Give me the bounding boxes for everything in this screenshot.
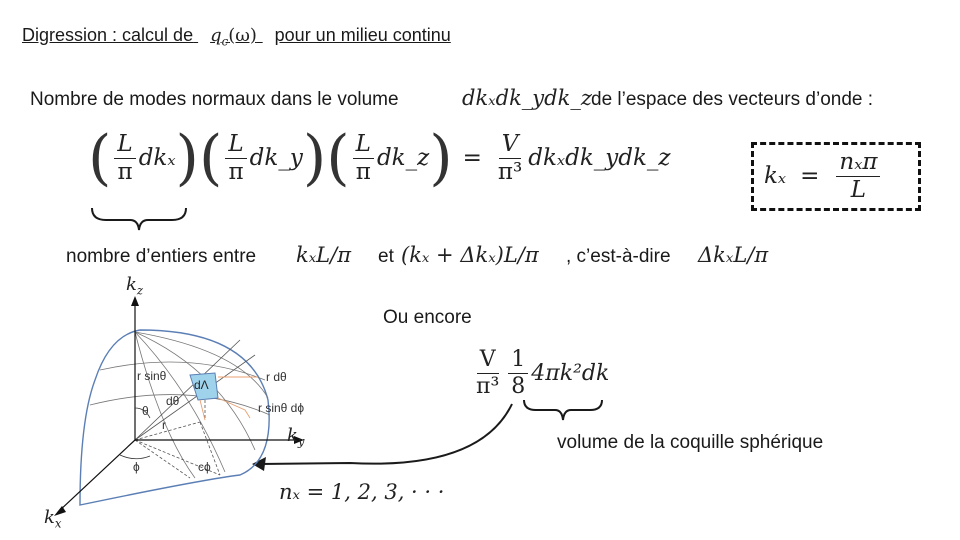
- nx-values: nₓ = 1, 2, 3, · · ·: [279, 480, 445, 504]
- shell-formula: $\frac{V}{\text{π³}}$ $\frac{1}{8}$ 4πk²dk: [476, 347, 610, 399]
- or-text: Ou encore: [383, 307, 472, 328]
- modes-volume: dkₓdk_ydk_z: [462, 86, 592, 110]
- label-rsindphi: r sinθ dϕ: [258, 401, 305, 415]
- label-dlambda: dΛ: [194, 378, 209, 392]
- axis-ky-label: $k_y$: [287, 425, 305, 449]
- label-dphi: cϕ: [198, 460, 211, 474]
- modes-text-before: Nombre de modes normaux dans le volume: [30, 89, 399, 110]
- title-formula: $q_c(\omega)$: [210, 25, 257, 49]
- integers-math-3: ΔkₓL/π: [698, 243, 769, 267]
- underbrace-first-factor: [90, 206, 188, 232]
- label-phi: ϕ: [133, 460, 140, 474]
- label-theta: θ: [142, 404, 149, 418]
- modes-text-after: de l’espace des vecteurs d’onde :: [591, 89, 874, 110]
- label-rsin: r sinθ: [137, 369, 167, 383]
- label-dtheta: dθ: [166, 394, 180, 408]
- title-before: Digression : calcul de: [22, 25, 194, 45]
- shell-label: volume de la coquille sphérique: [557, 432, 824, 453]
- label-rdtheta: r dθ: [266, 370, 287, 384]
- integers-math-2: (kₓ + Δkₓ)L/π: [401, 243, 539, 267]
- integers-text-3: , c’est-à-dire: [566, 246, 671, 267]
- axis-kx-label: $k_x$: [44, 507, 62, 531]
- slide-title: [22, 26, 451, 48]
- axis-kz-label: $k_z$: [126, 274, 144, 298]
- underbrace-shell: [522, 398, 604, 422]
- boxed-kx-definition: kₓ = $\frac{\text{nₓπ}}{L}$: [751, 142, 921, 211]
- integers-math-1: kₓL/π: [296, 243, 352, 267]
- label-r: r: [162, 418, 166, 432]
- title-after: pour un milieu continu: [274, 25, 451, 45]
- integers-text-2: et: [378, 246, 394, 267]
- mode-count-equation: ( $\frac{L}{\pi}$ dkₓ ) ( $\frac{L}{\pi}$ dk_y ) ( $\frac{L}{\pi}$ dk_z ) = $\frac{V}{\text{π³}}$ dkₓdk_ydk_z: [88, 123, 671, 193]
- integers-text-1: nombre d’entiers entre: [66, 246, 257, 267]
